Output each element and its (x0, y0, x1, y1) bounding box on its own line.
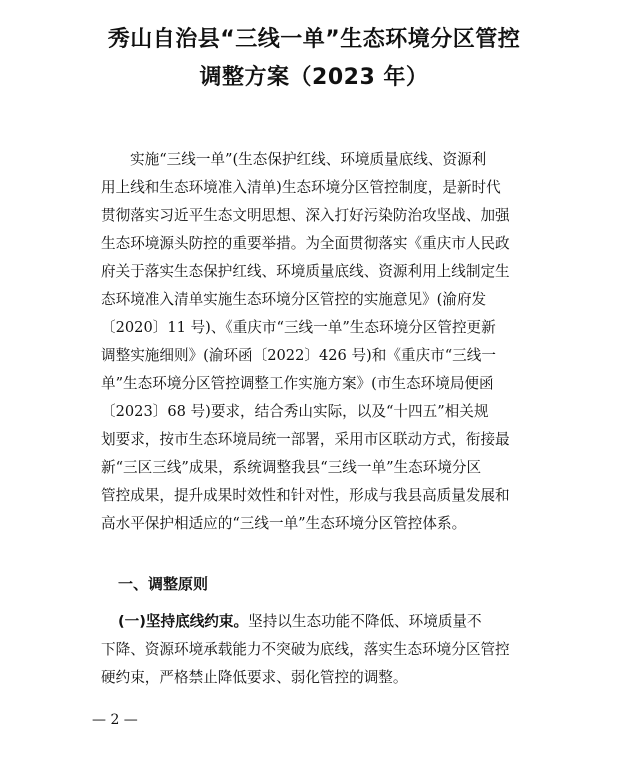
intro-line: 单”生态环境分区管控调整工作实施方案》(市生态环境局便函 (101, 375, 494, 392)
intro-line: 管控成果，提升成果时效性和针对性，形成与我县高质量发展和 (101, 487, 510, 504)
intro-line: 实施“三线一单”(生态保护红线、环境质量底线、资源利 (130, 151, 487, 168)
intro-line: 新“三区三线”成果，系统调整我县“三线一单”生态环境分区 (101, 459, 482, 476)
document-title-line2: 调整方案（2023 年） (199, 65, 429, 90)
intro-line: 调整实施细则》(渝环函〔2022〕426 号)和《重庆市“三线一 (101, 347, 496, 364)
intro-line: 高水平保护相适应的“三线一单”生态环境分区管控体系。 (101, 515, 467, 532)
section-heading: 一、调整原则 (118, 575, 209, 593)
intro-line: 态环境准入清单实施生态环境分区管控的实施意见》(渝府发 (101, 291, 487, 308)
principle-text: 坚持以生态功能不降低、环境质量不 (248, 613, 482, 630)
intro-line: 生态环境源头防控的重要举措。为全面贯彻落实《重庆市人民政 (101, 235, 510, 252)
intro-line: 划要求，按市生态环境局统一部署，采用市区联动方式，衔接最 (101, 431, 510, 448)
principle-line: 下降、资源环境承载能力不突破为底线，落实生态环境分区管控 (101, 641, 510, 658)
intro-line: 贯彻落实习近平生态文明思想、深入打好污染防治攻坚战、加强 (101, 207, 510, 224)
intro-line: 用上线和生态环境准入清单)生态环境分区管控制度，是新时代 (101, 179, 501, 196)
principle-line (118, 612, 568, 632)
intro-line: 府关于落实生态保护红线、环境质量底线、资源利用上线制定生 (101, 263, 510, 280)
principle-line: 硬约束，严格禁止降低要求、弱化管控的调整。 (101, 669, 408, 686)
intro-line: 〔2023〕68 号)要求，结合秀山实际，以及“十四五”相关规 (101, 403, 489, 420)
page-number: — 2 — (92, 712, 138, 728)
principle-label: (一)坚持底线约束。 (118, 613, 249, 630)
intro-line: 〔2020〕11 号)、《重庆市“三线一单”生态环境分区管控更新 (101, 319, 496, 336)
document-title-line1: 秀山自治县“三线一单”生态环境分区管控 (107, 27, 521, 52)
